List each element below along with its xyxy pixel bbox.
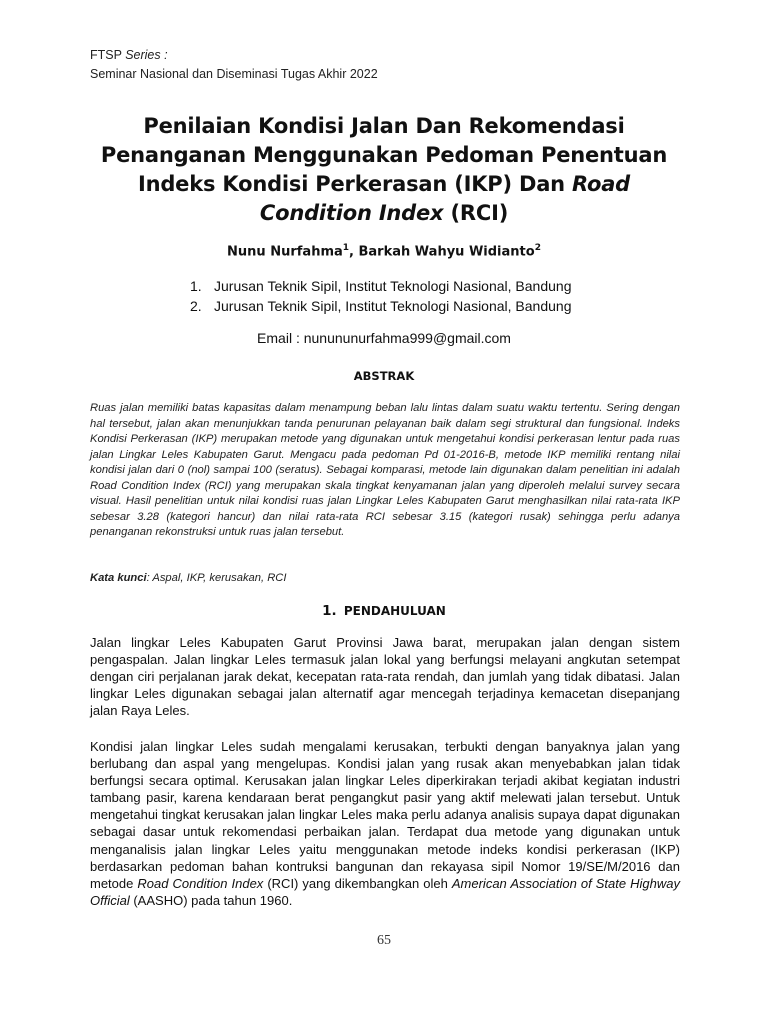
title-line-2: Penanganan Menggunakan Pedoman Penentuan: [100, 143, 668, 167]
para2-italic-aasho: American Association of State Highway Official: [90, 875, 680, 908]
section-heading: [0, 603, 768, 619]
affiliation-text: Jurusan Teknik Sipil, Institut Teknologi Nasional, Bandung: [214, 278, 572, 294]
affiliation-number: 2.: [190, 298, 202, 314]
title-line-3: [60, 170, 708, 199]
author-separator: ,: [349, 244, 359, 260]
series-line: [90, 46, 378, 65]
author-1-affil: 1: [342, 243, 350, 253]
abstract-heading: ABSTRAK: [353, 369, 415, 383]
title-line-3-italic: Road: [572, 172, 631, 196]
para2-text-b: (RCI) yang dikembangkan oleh: [263, 875, 452, 891]
series-label: Series :: [125, 48, 168, 62]
contact-email: Email : nunununurfahma999@gmail.com: [257, 330, 511, 346]
title-line-1: Penilaian Kondisi Jalan Dan Rekomendasi: [143, 114, 625, 138]
seminar-line: Seminar Nasional dan Diseminasi Tugas Akhir 2022: [90, 67, 378, 81]
section-title: PENDAHULUAN: [343, 604, 446, 618]
para2-text-c: (AASHO) pada tahun 1960.: [129, 892, 293, 908]
intro-paragraph-2: [90, 738, 680, 909]
author-2-affil: 2: [534, 243, 541, 253]
series-prefix: FTSP: [90, 48, 126, 62]
paper-title: [60, 112, 708, 228]
abstract-text: Ruas jalan memiliki batas kapasitas dalam menampung beban lalu lintas dalam suatu waktu tertentu. Sering dengan hal tersebut, jalan akan menunjukkan tanda penurunan pelayanan baik dalam segi struktural dan fungsional. Indeks Kondisi Perkerasan (IKP) merupakan metode yang digunakan untuk mengetahui kondisi perkerasan lentur pada ruas jalan Lingkar Leles Kabupaten Garut. Mengacu pada pedoman Pd 01-2016-B, metode IKP memiliki rentang nilai kondisi jalan dari 0 (nol) sampai 100 (seratus). Sebagai komparasi, metode lain digunakan dalam penelitian ini adalah Road Condition Index (RCI) yang merupakan skala tingkat kenyamanan jalan yang diperoleh melalui survey secara visual. Hasil penelitian untuk nilai kondisi ruas jalan Lingkar Leles Kabupaten Garut menghasilkan nilai rata-rata IKP sebesar 3.28 (kategori hancur) dan nilai rata-rata RCI sebesar 3.15 (kategori rusak) sehingga perlu adanya penanganan rekonstruksi untuk ruas jalan tersebut.: [90, 402, 680, 538]
affiliation-item: [190, 276, 571, 296]
affiliation-item: [190, 296, 571, 316]
title-line-3-plain: Indeks Kondisi Perkerasan (IKP) Dan: [137, 172, 573, 196]
para2-text-a: Kondisi jalan lingkar Leles sudah mengalami kerusakan, terbukti dengan banyaknya jalan yang berlubang dan aspal yang mengelupas. Kondisi jalan yang rusak akan menyebabkan jalan tidak berfungsi secara optimal. Kerusakan jalan lingkar Leles diperkirakan terjadi akibat kegiatan industri tambang pasir, karena kendaraan berat pengangkut pasir yang aktif melewati jalan tersebut. Untuk mengetahui tingkat kerusakan jalan lingkar Leles maka perlu adanya analisis supaya dapat digunakan sebagai dasar untuk rekomendasi perbaikan jalan. Terdapat dua metode yang digunakan untuk menganalisis jalan lingkar Leles yaitu menggunakan metode indeks kondisi perkerasan (IKP) berdasarkan pedoman bahan kontruksi bangunan dan rekayasa sipil Nomor 19/SE/M/2016 dan metode: [90, 739, 680, 891]
keywords: [90, 572, 287, 584]
author-1: Nunu Nurfahma: [227, 244, 343, 260]
title-line-4-italic: Condition Index: [259, 201, 444, 225]
affiliation-text: Jurusan Teknik Sipil, Institut Teknologi Nasional, Bandung: [214, 298, 572, 314]
title-line-4-plain: (RCI): [443, 201, 509, 225]
title-line-4: [60, 199, 708, 228]
keywords-label: Kata kunci: [90, 572, 147, 584]
affiliation-list: [190, 276, 571, 316]
running-header: [90, 46, 378, 84]
para2-italic-rci: Road Condition Index: [137, 875, 264, 891]
page-number: 65: [377, 933, 391, 948]
intro-paragraph-1: Jalan lingkar Leles Kabupaten Garut Provinsi Jawa barat, merupakan jalan dengan sistem pengaspalan. Jalan lingkar Leles termasuk jalan lokal yang berfungsi melayani angkutan setempat dengan ciri perjalanan jarak dekat, kecepatan rata-rata rendah, dan jumlah yang tidak dibatasi. Jalan lingkar Leles digunakan sebagai jalan alternatif agar mencegah terjadinya kemacetan disepanjang jalan Raya Leles.: [90, 635, 680, 719]
author-2: Barkah Wahyu Widianto: [358, 244, 535, 260]
section-number: 1.: [322, 603, 337, 619]
author-list: [0, 243, 768, 259]
affiliation-number: 1.: [190, 278, 202, 294]
keywords-text: : Aspal, IKP, kerusakan, RCI: [146, 572, 287, 584]
